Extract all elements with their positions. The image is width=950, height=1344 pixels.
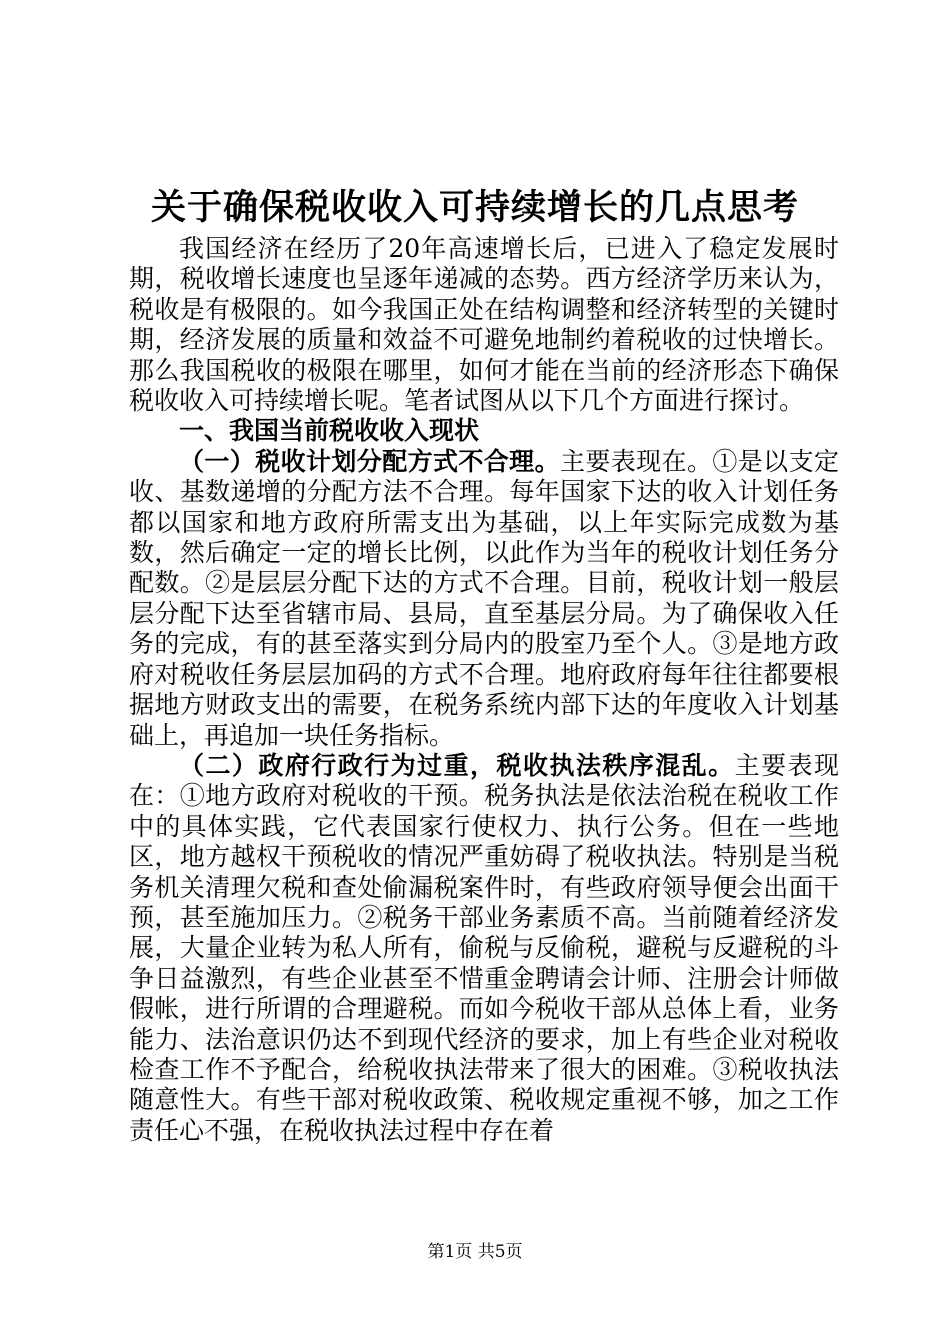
document-title: 关于确保税收收入可持续增长的几点思考 [150,187,799,228]
page-footer: 第1页 共5页 [427,1242,523,1262]
intro-paragraph: 我国经济在经历了20年高速增长后，已进入了稳定发展时期，税收增长速度也呈逐年递减的态势。西方经济学历来认为，税收是有极限的。如今我国正处在结构调整和经济转型的关键时期，经济发展的质量和效益不可避免地制约着税收的过快增长。那么我国税收的极限在哪里，如何才能在当前的经济形态下确保税收收入可持续增长呢。笔者试图从以下几个方面进行探讨。 [129,234,839,416]
paragraph-2 [129,751,839,1146]
paragraph-1 [129,447,839,751]
paragraph-2-text: 主要表现在：①地方政府对税收的干预。税务执法是依法治税在税收工作中的具体实践，它代表国家行使权力、执行公务。但在一些地区，地方越权干预税收的情况严重妨碍了税收执法。特别是当税务机关清理欠税和查处偷漏税案件时，有些政府领导便会出面干预，甚至施加压力。②税务干部业务素质不高。当前随着经济发展，大量企业转为私人所有，偷税与反偷税，避税与反避税的斗争日益激烈，有些企业甚至不惜重金聘请会计师、注册会计师做假帐，进行所谓的合理避税。而如今税收干部从总体上看，业务能力、法治意识仍达不到现代经济的要求，加上有些企业对税收检查工作不予配合，给税收执法带来了很大的困难。③税收执法随意性大。有些干部对税收政策、税收规定重视不够，加之工作责任心不强，在税收执法过程中存在着 [129,750,839,1145]
section-heading: 一、我国当前税收收入现状 [179,416,480,446]
paragraph-1-text: 主要表现在。①是以支定收、基数递增的分配方法不合理。每年国家下达的收入计划任务都以国家和地方政府所需支出为基础，以上年实际完成数为基数，然后确定一定的增长比例，以此作为当年的税收计划任务分配数。②是层层分配下达的方式不合理。目前，税收计划一般层层分配下达至省辖市局、县局，直至基层分局。为了确保收入任务的完成，有的甚至落实到分局内的股室乃至个人。③是地方政府对税收任务层层加码的方式不合理。地府政府每年往往都要根据地方财政支出的需要，在税务系统内部下达的年度收入计划基础上，再追加一块任务指标。 [129,446,839,750]
document-body [129,234,839,1146]
paragraph-1-lead: （一）税收计划分配方式不合理。 [179,446,560,476]
paragraph-2-lead: （二）政府行政行为过重，税收执法秩序混乱。 [179,750,735,780]
